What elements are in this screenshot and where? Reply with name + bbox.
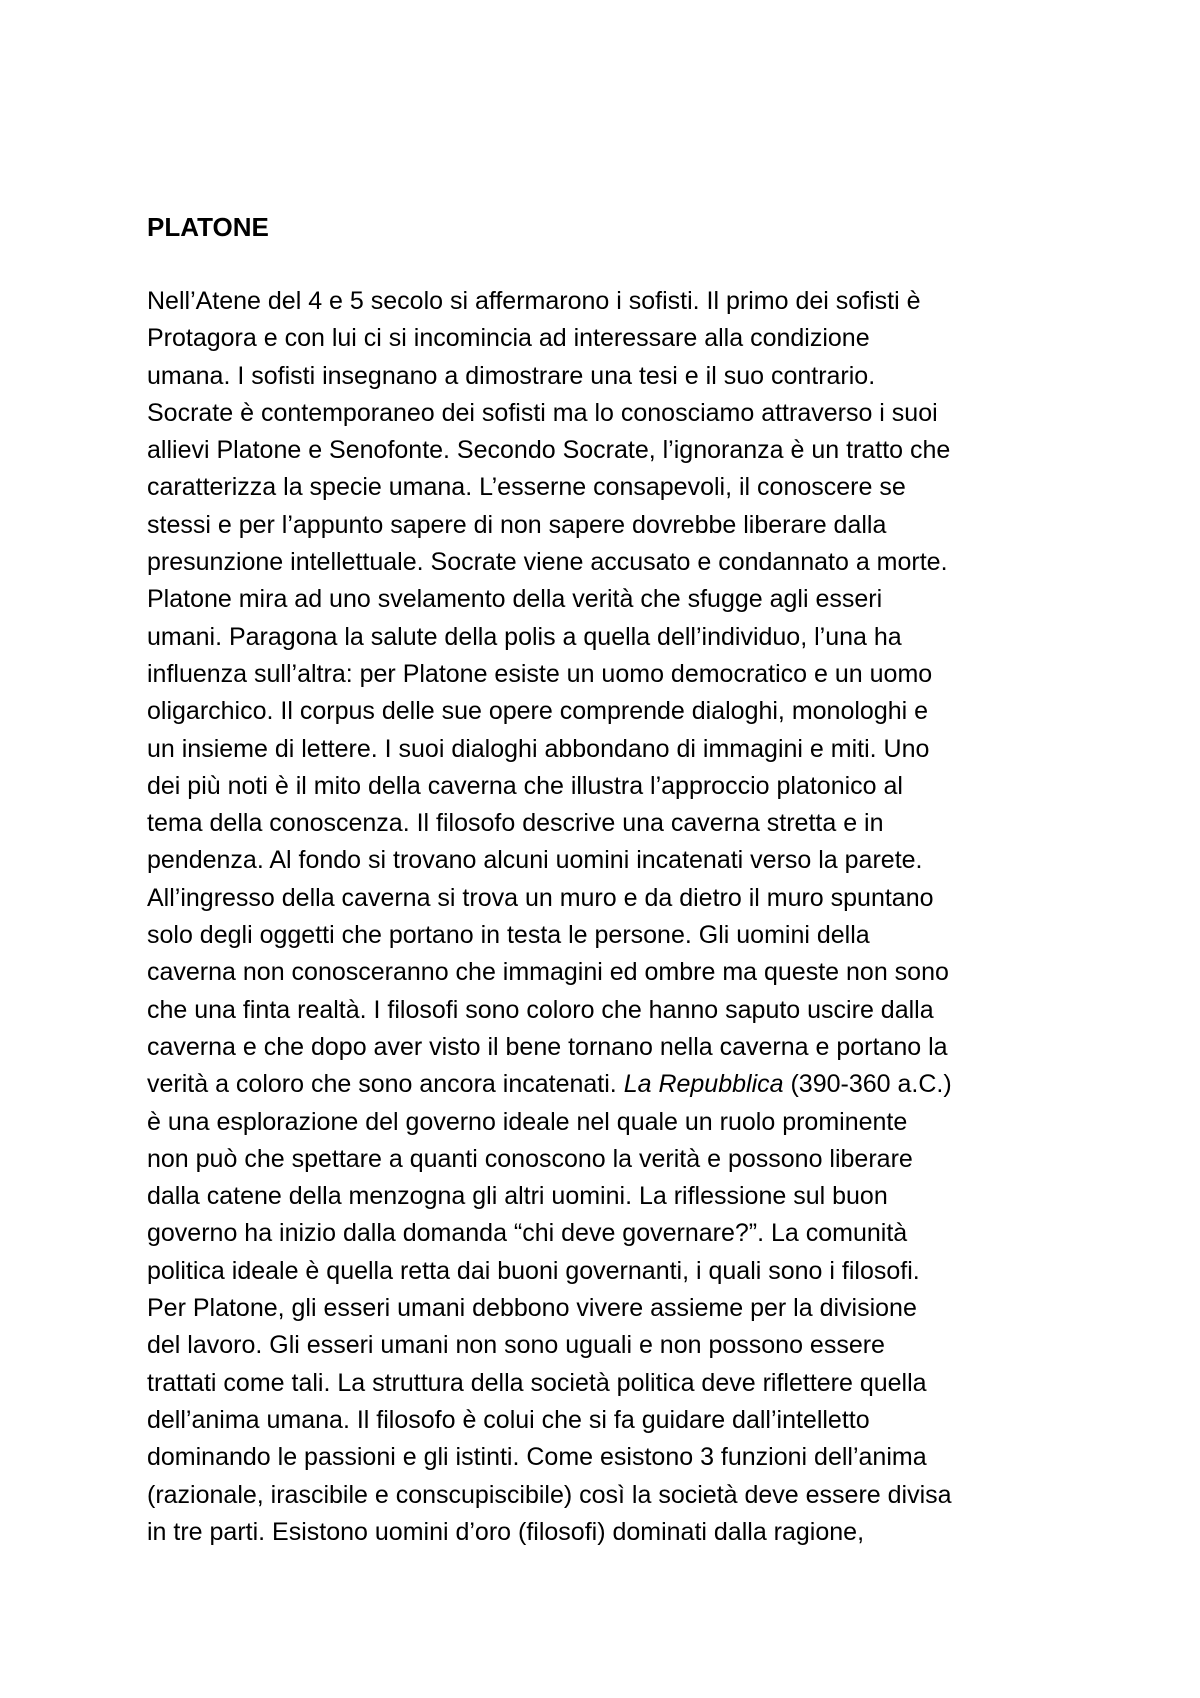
text-segment: caverna e che dopo aver visto il bene tornano nella caverna e portano la [147, 1032, 948, 1061]
paragraph-line [147, 1104, 952, 1141]
paragraph-line [147, 1290, 952, 1327]
paragraph-line [147, 731, 952, 768]
text-segment: allievi Platone e Senofonte. Secondo Socrate, l’ignoranza è un tratto che [147, 436, 951, 465]
text-segment: Protagora e con lui ci si incomincia ad interessare alla condizione [147, 324, 870, 353]
paragraph-line [147, 693, 952, 730]
text-segment: Per Platone, gli esseri umani debbono vivere assieme per la divisione [147, 1294, 917, 1323]
paragraph-line [147, 544, 952, 581]
paragraph-line [147, 1066, 952, 1103]
paragraph-line [147, 358, 952, 395]
text-segment: governo ha inizio dalla domanda “chi deve governare?”. La comunità [147, 1219, 908, 1248]
paragraph-line [147, 469, 952, 506]
text-segment: tema della conoscenza. Il filosofo descrive una caverna stretta e in [147, 809, 884, 838]
book-title-italic: La Repubblica [623, 1070, 784, 1099]
paragraph-line [147, 1402, 952, 1439]
paragraph-line [147, 768, 952, 805]
text-segment: del lavoro. Gli esseri umani non sono uguali e non possono essere [147, 1331, 885, 1360]
paragraph-line [147, 619, 952, 656]
text-segment: caverna non conosceranno che immagini ed ombre ma queste non sono [147, 958, 949, 987]
text-segment: solo degli oggetti che portano in testa le persone. Gli uomini della [147, 921, 870, 950]
text-segment: politica ideale è quella retta dai buoni governanti, i quali sono i filosofi. [147, 1256, 920, 1285]
text-segment: dei più noti è il mito della caverna che illustra l’approccio platonico al [147, 771, 903, 800]
paragraph-line [147, 1029, 952, 1066]
text-segment: in tre parti. Esistono uomini d’oro (filosofi) dominati dalla ragione, [147, 1517, 865, 1546]
paragraph-line [147, 1178, 952, 1215]
paragraph-line [147, 1365, 952, 1402]
document-body [147, 283, 952, 1551]
text-segment: influenza sull’altra: per Platone esiste un uomo democratico e un uomo [147, 659, 933, 688]
text-segment: oligarchico. Il corpus delle sue opere comprende dialoghi, monologhi e [147, 697, 929, 726]
paragraph-line [147, 992, 952, 1029]
paragraph-line [147, 320, 952, 357]
paragraph-line [147, 581, 952, 618]
paragraph-line [147, 656, 952, 693]
paragraph-line [147, 917, 952, 954]
paragraph-line [147, 1327, 952, 1364]
text-segment: Nell’Atene del 4 e 5 secolo si affermarono i sofisti. Il primo dei sofisti è [147, 287, 921, 315]
text-segment: trattati come tali. La struttura della società politica deve riflettere quella [147, 1368, 927, 1397]
text-segment: dalla catene della menzogna gli altri uomini. La riflessione sul buon [147, 1182, 888, 1211]
text-segment: è una esplorazione del governo ideale nel quale un ruolo prominente [147, 1107, 908, 1136]
paragraph-line [147, 1253, 952, 1290]
paragraph-line [147, 954, 952, 991]
text-segment: un insieme di lettere. I suoi dialoghi abbondano di immagini e miti. Uno [147, 734, 930, 763]
text-segment: umani. Paragona la salute della polis a quella dell’individuo, l’una ha [147, 622, 902, 651]
text-segment: (razionale, irascibile e conscupiscibile) così la società deve essere divisa [147, 1480, 952, 1509]
text-segment: verità a coloro che sono ancora incatenati. [147, 1070, 624, 1099]
text-segment: caratterizza la specie umana. L’esserne consapevoli, il conoscere se [147, 473, 906, 502]
text-segment: All’ingresso della caverna si trova un muro e da dietro il muro spuntano [147, 883, 934, 912]
paragraph-line [147, 1477, 952, 1514]
paragraph-line [147, 1439, 952, 1476]
paragraph-line [147, 1514, 952, 1551]
text-segment: dell’anima umana. Il filosofo è colui che si fa guidare dall’intelletto [147, 1405, 870, 1434]
paragraph-line [147, 880, 952, 917]
paragraph-line [147, 432, 952, 469]
text-segment: presunzione intellettuale. Socrate viene accusato e condannato a morte. [147, 548, 948, 577]
paragraph-line [147, 842, 952, 879]
text-segment: Socrate è contemporaneo dei sofisti ma lo conosciamo attraverso i suoi [147, 398, 938, 427]
document-title: PLATONE [147, 212, 269, 242]
paragraph-line [147, 507, 952, 544]
paragraph-line [147, 1141, 952, 1178]
text-segment: Platone mira ad uno svelamento della verità che sfugge agli esseri [147, 585, 883, 614]
text-segment: dominando le passioni e gli istinti. Come esistono 3 funzioni dell’anima [147, 1443, 927, 1472]
text-segment: non può che spettare a quanti conoscono la verità e possono liberare [147, 1144, 913, 1173]
paragraph-line [147, 395, 952, 432]
text-segment: stessi e per l’appunto sapere di non sapere dovrebbe liberare dalla [147, 510, 887, 539]
text-segment: umana. I sofisti insegnano a dimostrare una tesi e il suo contrario. [147, 361, 876, 390]
paragraph-line [147, 805, 952, 842]
text-segment: che una finta realtà. I filosofi sono coloro che hanno saputo uscire dalla [147, 995, 934, 1024]
paragraph-line [147, 283, 952, 320]
paragraph-line [147, 1215, 952, 1252]
text-segment: pendenza. Al fondo si trovano alcuni uomini incatenati verso la parete. [147, 846, 923, 875]
text-segment: (390-360 a.C.) [783, 1070, 952, 1099]
